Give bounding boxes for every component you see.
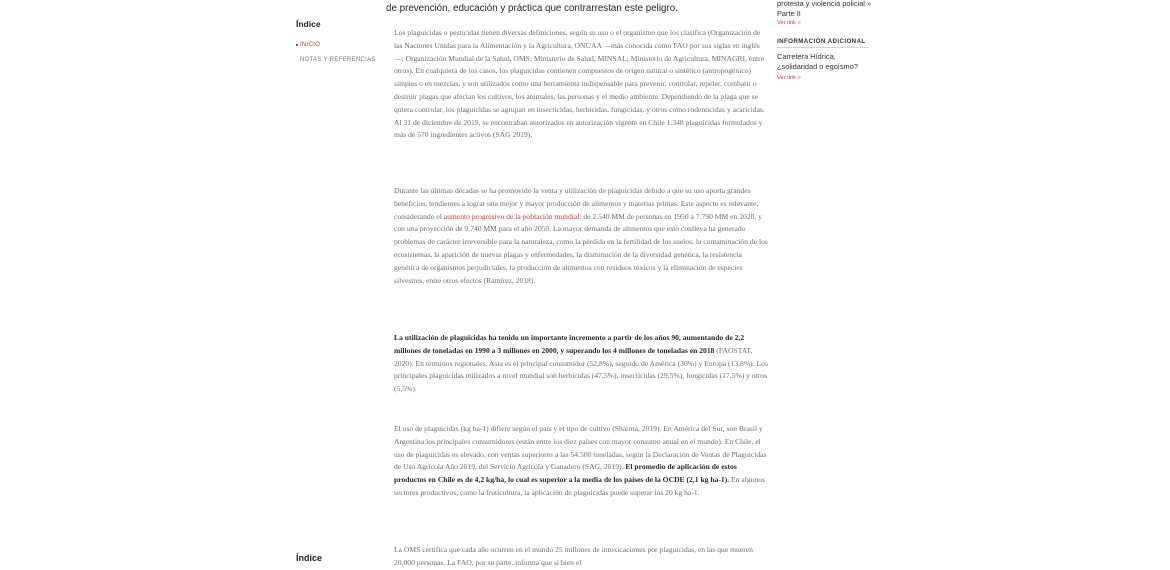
paragraph-2 [394, 185, 768, 287]
paragraph-2-text-b: : de 2.540 MM de personas en 1950 a 7.790 MM en 2020, y con una proyección de 9.740 MM para el año 2050. La mayor demanda de alimentos que esto conlleva ha generado problemas de carácter irreversible para la naturaleza, como la pérdida en la fertilidad de los suelos, la contaminación de los ecosistemas, la aparición de nuevas plagas y enfermedades, la disminución de la diversidad genética, la resistencia genética de organismos perjudiciales, la producción de alimentos con residuos tóxicos y la eliminación de especies silvestres, entre otros efectos (Ramírez, 2018). [394, 211, 768, 285]
population-growth-link[interactable]: aumento progresivo de la población mundial [443, 211, 580, 221]
paragraph-3-text: (FAOSTAT, 2020). En términos regionales, Asia es el principal consumidor (52,8%), seguido de América (30%) y Europa (13,8%). Los principales plaguicidas utilizados a nivel mundial son herbicidas (47,5%), insecticidas (29,5%), fungicidas (17,5%) y otros (5,5%). [394, 345, 768, 394]
paragraph-4-text-a: El uso de plaguicidas (kg ha-1) difiere según el país y el tipo de cultivo (Sharma, 2019). En América del Sur, son Brasil y Argentina los principales consumidores (están entre los diez países con mayor consumo anual en el mundo). En Chile, el uso de plaguicidas es elevado, con ventas superiores a las 54.500 toneladas, según la Declaración de Ventas de Plaguicidas de Uso Agrícola Año 2019, del Servicio Agrícola y Ganadero (SAG, 2019). [394, 424, 767, 472]
paragraph-4 [394, 423, 768, 500]
additional-info-more-link[interactable]: Ver link » [777, 75, 801, 81]
additional-info-title[interactable]: Carretera Hídrica, ¿solidaridad o egoísmo? [777, 52, 858, 71]
paragraph-3-highlight: La utilización de plaguicidas ha tenido un importante incremento a partir de los años 90, aumentando de 2,2 millones de toneladas en 1990 a 3 millones en 2000, y superando los 4 millones de toneladas en 2018 [394, 333, 745, 355]
toc-item-notas[interactable] [300, 57, 376, 63]
paragraph-4-highlight: El promedio de aplicación de estos productos en Chile es de 4,2 kg/ha, lo cual es superior a la media de los países de la OCDE (2,1 kg ha-1). [394, 462, 737, 485]
related-article-title[interactable]: protesta y violencia policial » Parte II [777, 0, 872, 18]
paragraph-5: La OMS certifica que cada año ocurren en el mundo 25 millones de intoxicaciones por plaguicidas, en las que mueren 20.000 personas. La FAO, por su parte, informa que si bien el [394, 545, 753, 567]
paragraph-2-text-a: Durante las últimas décadas se ha promovido la venta y utilización de plaguicidas debido a que su uso aporta grandes beneficios, tendientes a lograr una mejor y mayor producción de alimentos y materias primas. Este aspecto es relevante, considerando el [394, 186, 759, 221]
paragraph-1: Los plaguicidas o pesticidas tienen diversas definiciones, según su uso o el organismo que los clasifica (Organización de las Naciones Unidas para la Alimentación y la Agricultura, ONUAA —más conocida como FAO por sus siglas en inglés—; Organización Mundial de la Salud, OMS; Ministerio de Salud, MINSAL; Ministerio de Agricultura, MINAGRI, entre otros). En cualquiera de los casos, los plaguicidas contienen compuestos de origen natural o sintético (antropogénico) simples o en mezclas, y son utilizados como una herramienta indispensable para prevenir, controlar, repeler, combatir o destruir plagas que afectan los cultivos, los animales, las personas y el medio ambiente. Dependiendo de la plaga que se quiera controlar, los plaguicidas se agrupan en insecticidas, herbicidas, fungicidas, y otros como rodenticidas y acaricidas. Al 31 de diciembre de 2019, se encontraban autorizados en autorización vigente en Chile 1.348 plaguicidas formulados y más de 570 ingredientes activos (SAG 2019). [394, 28, 765, 140]
article-lead: de prevención, educación y práctica que contrarrestan este peligro. [386, 3, 678, 14]
paragraph-4-text-b: En algunos sectores productivos, como la fruticultura, la aplicación de plaguicidas puede superar los 20 kg ha-1. [394, 475, 765, 497]
related-article-more-link[interactable]: Ver link » [777, 20, 801, 26]
toc-item-label: NOTAS Y REFERENCIAS [300, 57, 376, 63]
paragraph-3 [394, 332, 768, 396]
section-divider [777, 47, 869, 48]
toc-item-inicio[interactable] [300, 42, 320, 48]
additional-info-heading: INFORMACIÓN ADICIONAL [777, 38, 866, 45]
toc-heading: Índice [296, 19, 321, 29]
toc-item-label: INICIO [300, 42, 321, 48]
toc-heading-bottom: Índice [296, 553, 323, 563]
active-bullet-icon [296, 44, 298, 46]
